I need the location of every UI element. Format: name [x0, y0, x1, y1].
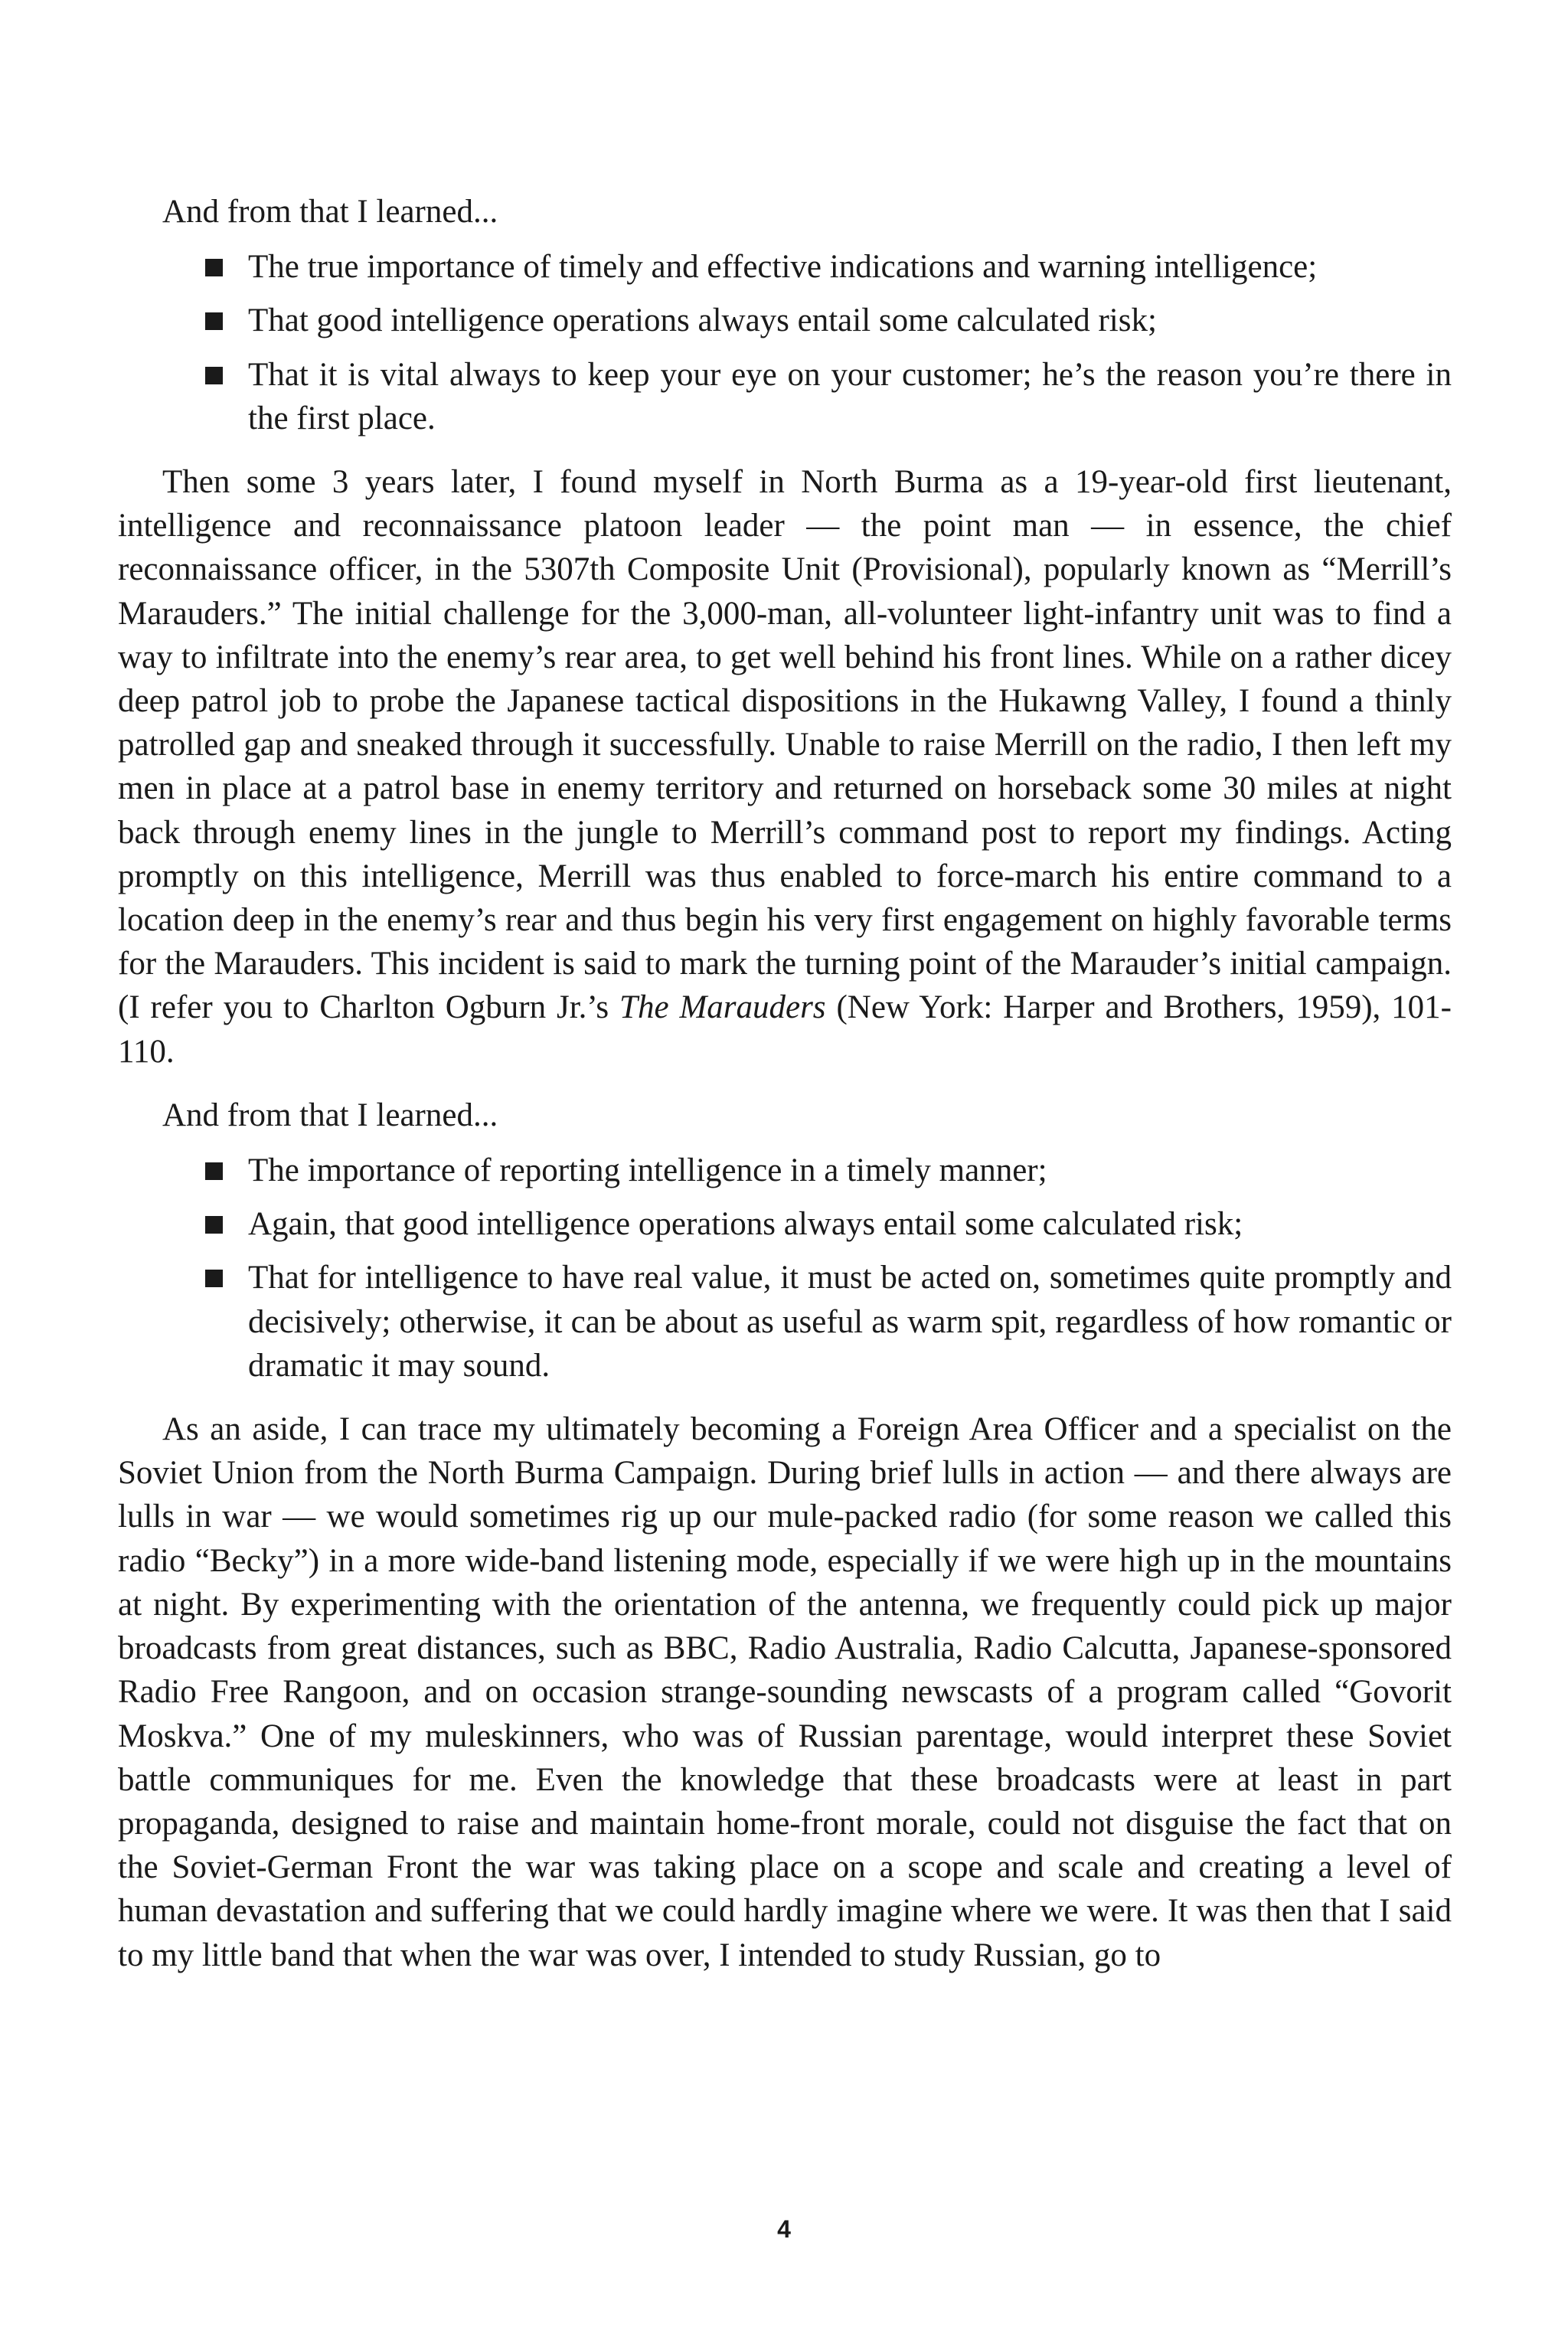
lead-line-2: And from that I learned...	[162, 1097, 498, 1133]
list-item-text: That for intelligence to have real value, it must be acted on, sometimes quite promptly and decisively; otherwise, it can be about as useful as warm spit, regardless of how romantic or dramatic it may sound.	[248, 1260, 1452, 1384]
square-bullet-icon	[205, 312, 223, 330]
paragraph-soviet-aside: As an aside, I can trace my ultimately becoming a Foreign Area Officer and a specialist on the Soviet Union from the North Burma Campaign. During brief lulls in action — and there always are lulls in war — we would sometimes rig up our mule-packed radio (for some reason we called this radio “Becky”) in a more wide-band listening mode, especially if we were high up in the mountains at night. By experimenting with the orientation of the antenna, we frequently could pick up major broadcasts from great distances, such as BBC, Radio Australia, Radio Calcutta, Japanese-sponsored Radio Free Rangoon, and on occasion strange-sounding newscasts of a program called “Govorit Moskva.” One of my muleskinners, who was of Russian parentage, would interpret these Soviet battle communiques for me. Even the knowledge that these broadcasts were at least in part propaganda, designed to raise and maintain home-front morale, could not disguise the fact that on the Soviet-German Front the war was taking place on a scope and scale and creating a level of human devastation and suffering that we could hardly imagine where we were. It was then that I said to my little band that when the war was over, I intended to study Russian, go to	[118, 1411, 1452, 1973]
paragraph-text: Then some 3 years later, I found myself in North Burma as a 19-year-old first lieutenant, intelligence and reconnaissance platoon leader — the point man — in essence, the chief reconnaissance officer, in the 5307th Composite Unit (Provisional), popularly known as “Merrill’s Marauders.” The initial challenge for the 3,000-man, all-volunteer light-infantry unit was to find a way to infiltrate into the enemy’s rear area, to get well behind his front lines. While on a rather dicey deep patrol job to probe the Japanese tactical dispositions in the Hukawng Valley, I found a thinly patrolled gap and sneaked through it successfully. Unable to raise Merrill on the radio, I then left my men in place at a patrol base in enemy territory and returned on horseback some 30 miles at night back through enemy lines in the jungle to Merrill’s command post to report my findings. Acting promptly on this intelligence, Merrill was thus enabled to force-march his entire command to a location deep in the enemy’s rear and thus begin his very first engagement on highly favorable terms for the Marauders. This incident is said to mark the turning point of the Marauder’s initial campaign. (I refer you to Charlton Ogburn Jr.’s	[118, 464, 1452, 1026]
square-bullet-icon	[205, 1270, 223, 1287]
list-item-text: That good intelligence operations always entail some calculated risk;	[248, 302, 1157, 339]
list-item-text: Again, that good intelligence operations always entail some calculated risk;	[248, 1206, 1243, 1243]
list-item-text: The true importance of timely and effective indications and warning intelligence;	[248, 249, 1318, 286]
bullet-list-1	[118, 245, 1452, 440]
book-title: The Marauders	[619, 989, 826, 1026]
list-item-text: The importance of reporting intelligence in a timely manner;	[248, 1152, 1047, 1189]
list-item	[248, 353, 1452, 440]
list-item-text: That it is vital always to keep your eye on your customer; he’s the reason you’re there in the first place.	[248, 356, 1452, 436]
list-item	[248, 299, 1452, 342]
square-bullet-icon	[205, 1216, 223, 1234]
list-item	[248, 245, 1452, 289]
square-bullet-icon	[205, 367, 223, 384]
list-item	[248, 1256, 1452, 1388]
page-body	[118, 190, 1452, 1977]
citation-text: (New York: Harper and Brothers, 1959), 101-110.	[118, 989, 1452, 1070]
lead-line-1: And from that I learned...	[162, 194, 498, 230]
list-item	[248, 1202, 1452, 1246]
square-bullet-icon	[205, 1162, 223, 1180]
square-bullet-icon	[205, 259, 223, 276]
list-item	[248, 1149, 1452, 1192]
page-number: 4	[777, 2215, 791, 2243]
bullet-list-2	[118, 1149, 1452, 1388]
paragraph-merrills-marauders	[118, 460, 1452, 1074]
